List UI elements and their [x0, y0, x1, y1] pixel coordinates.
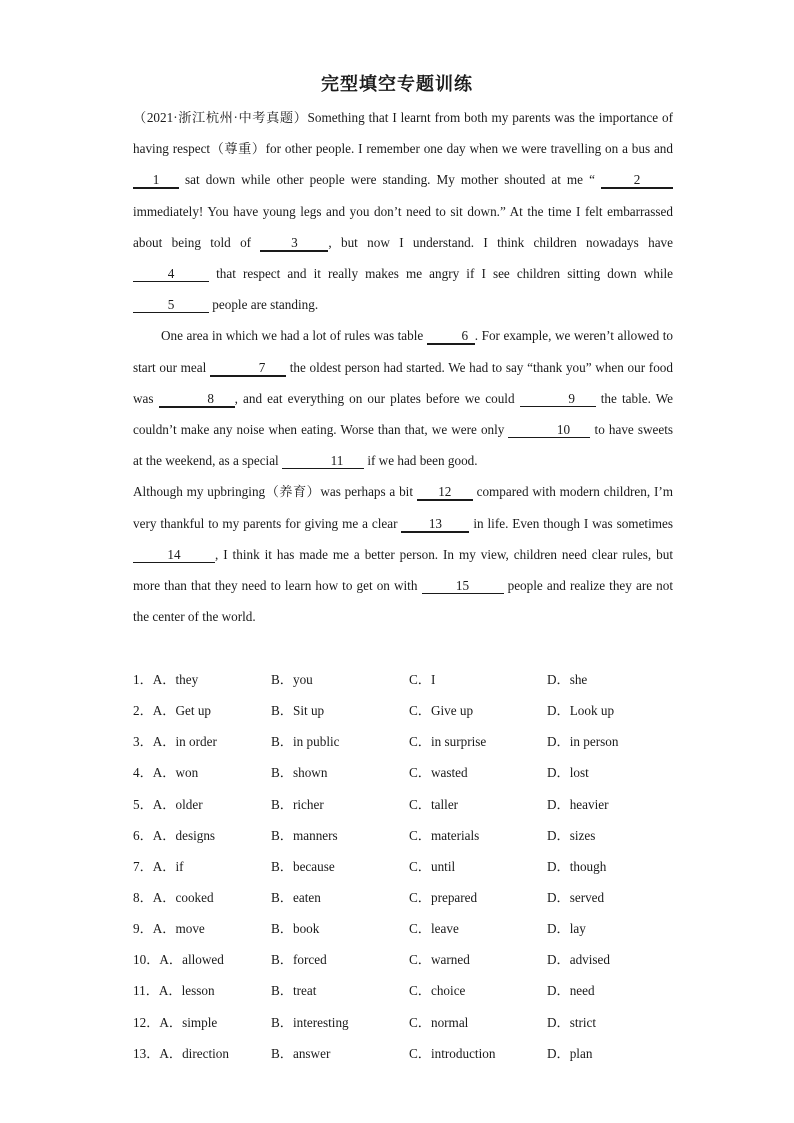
blank-3: 3 [260, 235, 328, 252]
page-title: 完型填空专题训练 [321, 74, 473, 95]
question-row [133, 695, 693, 726]
option-a [133, 757, 198, 788]
option-d: D．lost [547, 765, 589, 781]
passage-text: Although my upbringing（养育）was perhaps a bit [133, 484, 417, 500]
option-d: D．plan [547, 1045, 593, 1061]
paragraph-3 [133, 476, 673, 632]
passage-text: , I think it has made me a better person. In my view, children need clear rules, but more than that they need to learn how to get on with [133, 546, 673, 594]
option-d: D．advised [547, 952, 610, 968]
question-number: 12． [133, 1014, 160, 1030]
passage-text: that respect and it really makes me angry if I see children sitting down while [209, 266, 673, 282]
passage-text: the table. We couldn’t make any noise when eating. Worse than that, we were only [133, 390, 674, 438]
passage-text: sat down while other people were standing. My mother shouted at me “ [179, 172, 601, 188]
passage-text: in life. Even though I was sometimes [469, 515, 673, 531]
option-a [133, 913, 205, 944]
question-number: 1． [133, 672, 153, 687]
option-a [133, 882, 214, 913]
passage-text: , but now I understand. I think children nowadays have [328, 234, 673, 250]
question-number: 4． [133, 765, 153, 781]
option-a-text: A．direction [159, 1045, 229, 1061]
option-a-text: A．simple [159, 1014, 218, 1030]
blank-12: 12 [417, 484, 473, 501]
option-a-text: A．allowed [159, 952, 224, 968]
option-c: C．until [409, 858, 456, 874]
question-row [133, 726, 693, 757]
option-d: D．need [547, 983, 595, 999]
option-c: C．prepared [409, 889, 478, 905]
option-d: D．strict [547, 1014, 597, 1030]
option-d: D．lay [547, 921, 586, 937]
question-number: 8． [133, 889, 153, 905]
option-a [133, 944, 224, 975]
question-row [133, 1007, 693, 1038]
question-number: 2． [133, 703, 153, 719]
option-a [133, 820, 215, 851]
option-c: C．introduction [409, 1045, 496, 1061]
option-b: B．forced [271, 952, 327, 968]
question-number: 3． [133, 734, 153, 750]
question-row [133, 913, 693, 944]
passage-text: （2021·浙江杭州·中考真题）Something that I learnt from both my parents was the importance of having respect（尊重）for other people. I remember one day when we were travelling on a bus and [133, 110, 673, 157]
option-c: C．Give up [409, 703, 474, 719]
blank-7: 7 [210, 360, 286, 377]
option-a-text: A．lesson [158, 983, 215, 999]
blank-15: 15 [422, 578, 504, 594]
option-c: C．leave [409, 921, 459, 937]
option-b: B．Sit up [271, 703, 325, 719]
question-row [133, 820, 693, 851]
passage-text: people and realize they are not the center of the world. [133, 578, 673, 625]
question-number: 7． [133, 858, 153, 874]
passage-text: to have sweets at the weekend, as a special [133, 422, 674, 469]
question-row [133, 664, 693, 695]
option-d: D．she [547, 672, 588, 687]
blank-11: 11 [282, 453, 364, 469]
question-row [133, 1038, 693, 1069]
option-b: B．richer [271, 796, 324, 812]
option-a-text: A．Get up [152, 703, 212, 719]
question-number: 10． [133, 952, 160, 968]
option-b: B．treat [271, 983, 317, 999]
option-c: C．warned [409, 952, 470, 968]
passage-text: if we had been good. [364, 453, 478, 469]
option-a-text: A．won [152, 765, 199, 781]
question-row [133, 757, 693, 788]
option-a [133, 695, 211, 726]
cloze-passage [133, 102, 673, 632]
option-b: B．in public [271, 734, 340, 750]
passage-text: . For example, we weren’t allowed to start our meal [133, 328, 674, 375]
option-c: C．choice [409, 983, 466, 999]
blank-14: 14 [133, 547, 215, 563]
option-a-text: A．they [152, 672, 199, 687]
option-c: C．materials [409, 827, 480, 843]
blank-9: 9 [520, 391, 596, 407]
passage-text: people are standing. [209, 297, 319, 313]
option-d: D．in person [547, 734, 619, 750]
blank-13: 13 [401, 516, 469, 533]
blank-6: 6 [427, 328, 475, 345]
passage-text: immediately! You have young legs and you don’t need to sit down.” At the time I felt embarrassed about being told of [133, 203, 673, 250]
question-row [133, 789, 693, 820]
option-b: B．because [271, 858, 335, 874]
option-d: D．Look up [547, 703, 615, 719]
blank-1: 1 [133, 172, 179, 189]
option-b: B．answer [271, 1045, 331, 1061]
answer-options-list [133, 664, 693, 1069]
option-a [133, 851, 184, 882]
question-number: 11． [133, 983, 159, 999]
question-row [133, 882, 693, 913]
option-d: D．though [547, 858, 607, 874]
option-c: C．wasted [409, 765, 468, 781]
paragraph-2 [133, 320, 673, 476]
passage-text: the oldest person had started. We had to say “thank you” when our food was [133, 359, 673, 406]
blank-4: 4 [133, 266, 209, 282]
blank-2: 2 [601, 172, 673, 189]
option-a-text: A．older [152, 796, 203, 812]
question-number: 13． [133, 1045, 160, 1061]
option-a [133, 975, 215, 1006]
option-a [133, 1038, 229, 1069]
option-d: D．served [547, 889, 605, 905]
passage-text: , and eat everything on our plates before we could [234, 390, 520, 406]
blank-8: 8 [159, 391, 235, 408]
question-row [133, 975, 693, 1006]
option-c: C．taller [409, 796, 459, 812]
passage-text: One area in which we had a lot of rules was table [161, 328, 427, 344]
option-c: C．normal [409, 1014, 469, 1030]
option-d: D．sizes [547, 827, 596, 843]
question-number: 5． [133, 796, 153, 812]
option-a [133, 664, 198, 695]
option-a-text: A．if [152, 858, 184, 874]
paragraph-1 [133, 102, 673, 320]
option-b: B．shown [271, 765, 328, 781]
option-d: D．heavier [547, 796, 609, 812]
option-a [133, 1007, 217, 1038]
option-a-text: A．cooked [152, 889, 214, 905]
option-b: B．eaten [271, 889, 321, 905]
blank-5: 5 [133, 297, 209, 313]
option-a [133, 726, 217, 757]
blank-10: 10 [508, 422, 590, 438]
option-b: B．you [271, 672, 313, 687]
option-c: C．I [409, 672, 436, 687]
option-a-text: A．designs [152, 827, 216, 843]
question-number: 9． [133, 921, 153, 937]
option-a-text: A．in order [152, 734, 217, 750]
option-b: B．manners [271, 827, 338, 843]
question-number: 6． [133, 827, 153, 843]
option-a [133, 789, 203, 820]
option-b: B．interesting [271, 1014, 349, 1030]
question-row [133, 851, 693, 882]
passage-text: compared with modern children, I’m very thankful to my parents for giving me a clear [133, 484, 674, 531]
option-b: B．book [271, 921, 320, 937]
question-row [133, 944, 693, 975]
option-a-text: A．move [152, 921, 205, 937]
option-c: C．in surprise [409, 734, 487, 750]
